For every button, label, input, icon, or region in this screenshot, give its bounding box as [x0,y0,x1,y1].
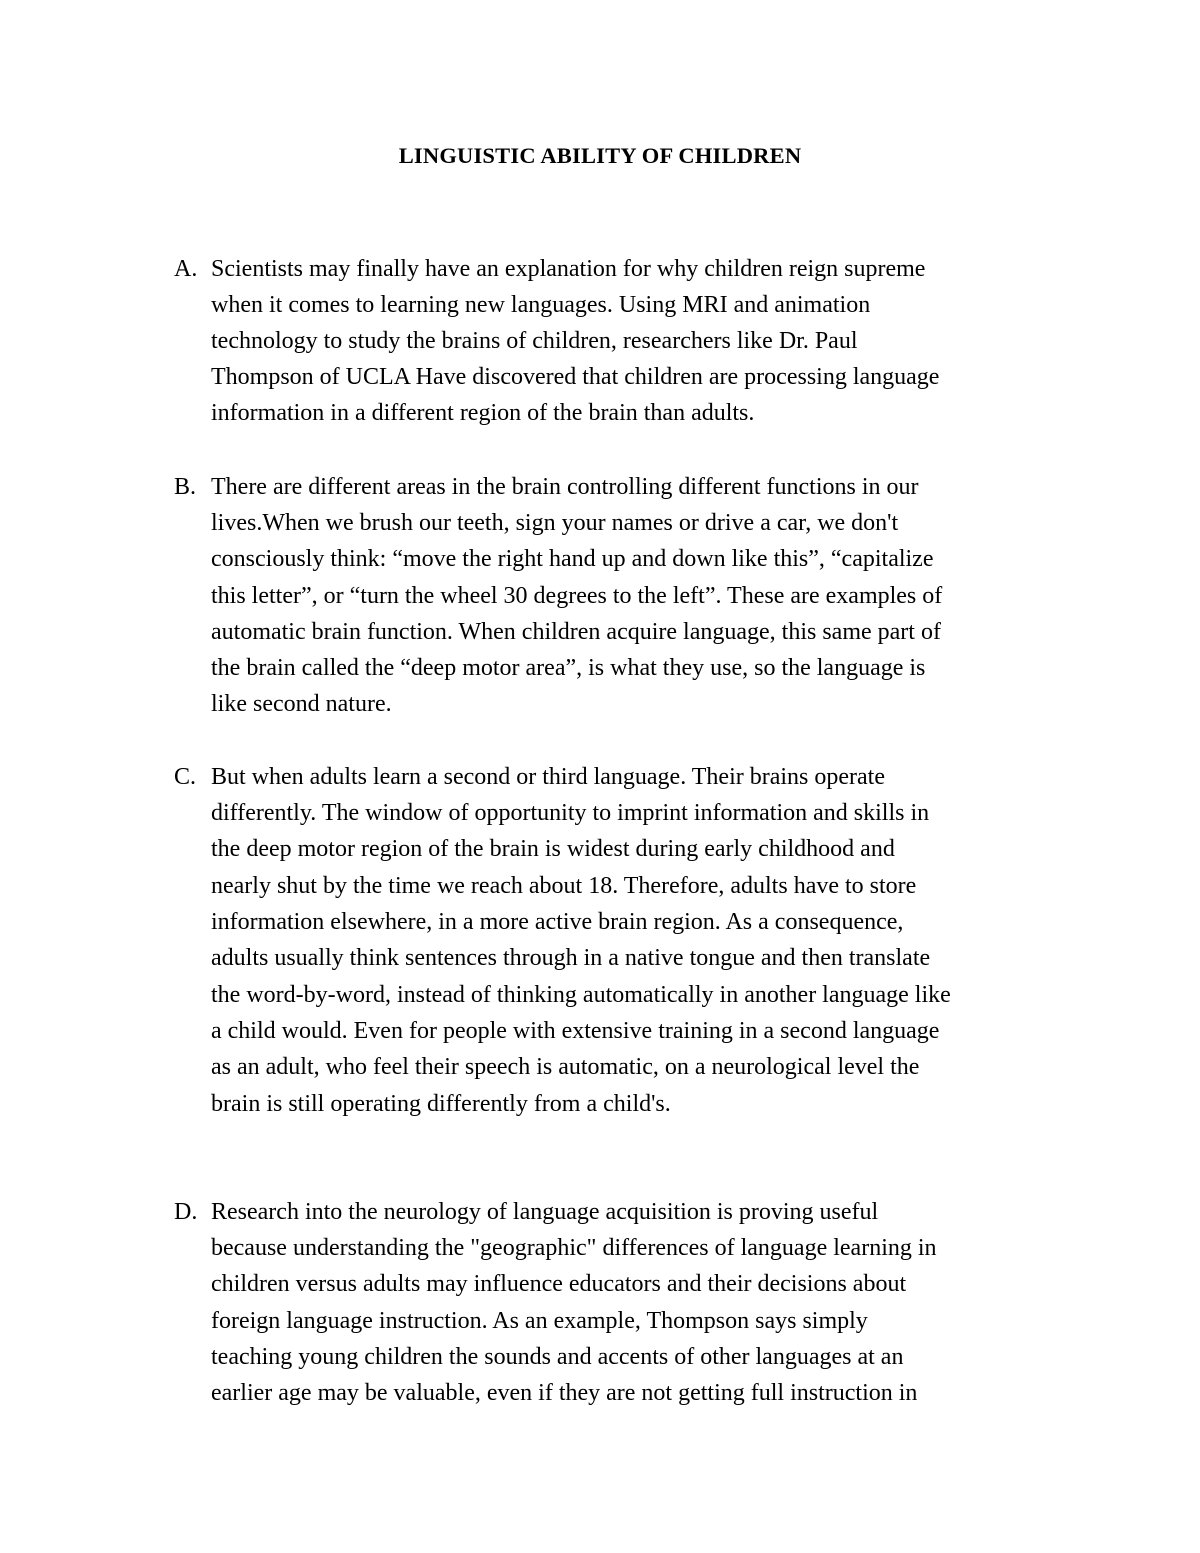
text-line: Scientists may finally have an explanation for why children reign supreme [211,256,926,282]
text-line: the brain called the “deep motor area”, is what they use, so the language is [211,655,926,681]
text-line: lives.When we brush our teeth, sign your names or drive a car, we don't [211,510,899,536]
text-line: differently. The window of opportunity to imprint information and skills in [211,800,930,826]
section-marker: B. [174,474,197,500]
section-marker: C. [174,764,197,790]
text-line: when it comes to learning new languages. Using MRI and animation [211,292,871,318]
text-line: consciously think: “move the right hand up and down like this”, “capitalize [211,546,934,572]
document-title: LINGUISTIC ABILITY OF CHILDREN [398,143,802,168]
text-line: like second nature. [211,691,392,717]
text-line: the word-by-word, instead of thinking automatically in another language like [211,982,951,1008]
text-line: as an adult, who feel their speech is automatic, on a neurological level the [211,1054,920,1080]
text-line: earlier age may be valuable, even if they are not getting full instruction in [211,1380,918,1406]
text-line: information in a different region of the brain than adults. [211,400,755,426]
text-line: brain is still operating differently from a child's. [211,1091,671,1117]
text-line: a child would. Even for people with extensive training in a second language [211,1018,940,1044]
text-line: But when adults learn a second or third language. Their brains operate [211,764,886,790]
text-line: Thompson of UCLA Have discovered that children are processing language [211,364,940,390]
text-line: There are different areas in the brain controlling different functions in our [211,474,919,500]
text-line: Research into the neurology of language acquisition is proving useful [211,1199,879,1225]
text-line: foreign language instruction. As an example, Thompson says simply [211,1308,868,1334]
text-line: because understanding the "geographic" differences of language learning in [211,1235,937,1261]
text-line: automatic brain function. When children acquire language, this same part of [211,619,941,645]
text-line: teaching young children the sounds and accents of other languages at an [211,1344,904,1370]
text-line: adults usually think sentences through in a native tongue and then translate [211,945,931,971]
text-line: the deep motor region of the brain is widest during early childhood and [211,836,895,862]
text-line: technology to study the brains of children, researchers like Dr. Paul [211,328,858,354]
text-line: nearly shut by the time we reach about 18. Therefore, adults have to store [211,873,917,899]
section-marker: D. [174,1199,198,1225]
text-line: children versus adults may influence educators and their decisions about [211,1271,907,1297]
section-marker: A. [174,256,198,282]
text-line: information elsewhere, in a more active brain region. As a consequence, [211,909,904,935]
text-line: this letter”, or “turn the wheel 30 degrees to the left”. These are examples of [211,583,943,609]
